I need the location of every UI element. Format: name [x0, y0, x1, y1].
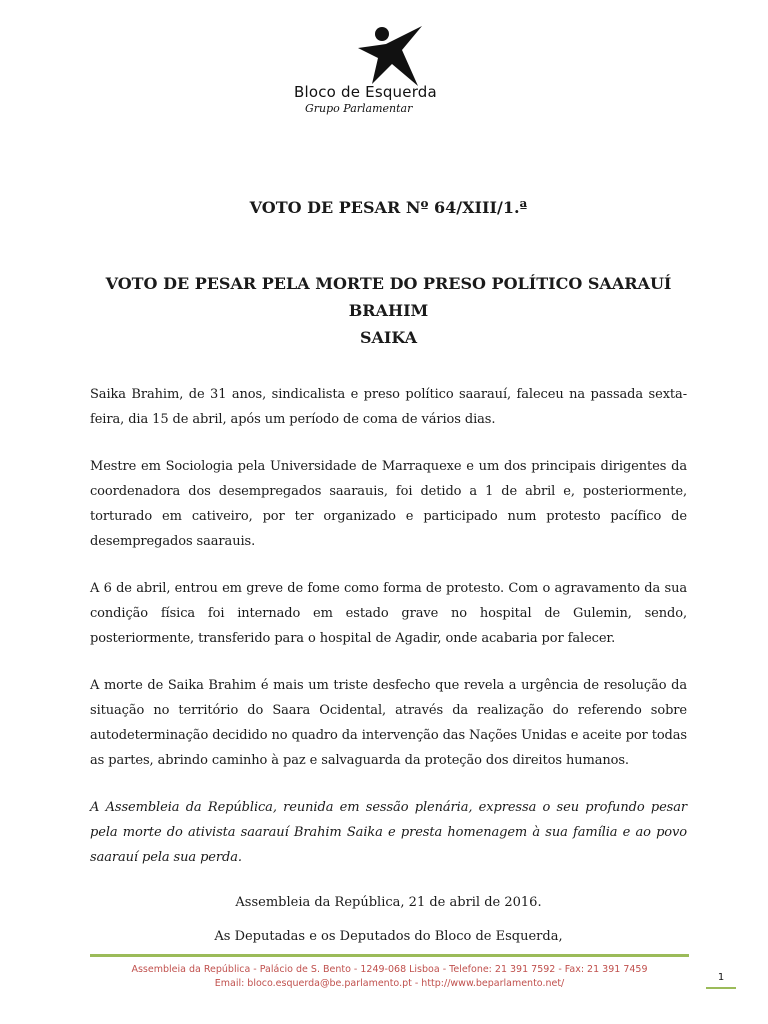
paragraph-3: A 6 de abril, entrou em greve de fome como forma de protesto. Com o agravamento da sua condição física foi internado em estado grave no hospital de Gulemin, sendo, posteriormente, transferido para o hospital de Agadir, onde acabaria por falecer.	[90, 581, 687, 646]
signature-line: As Deputadas e os Deputados do Bloco de Esquerda,	[214, 929, 563, 944]
subtitle-line-2: SAIKA	[359, 328, 418, 347]
place-date: Assembleia da República, 21 de abril de 2016.	[235, 895, 542, 910]
paragraph-2: Mestre em Sociologia pela Universidade de Marraquexe e um dos principais dirigentes da coordenadora dos desempregados saarauis, foi detido a 1 de abril e, posteriormente, torturado em cativeiro, por ter organizado e participado num protesto pacífico de desempregados saarauis.	[90, 459, 687, 549]
page-number: 1	[706, 972, 736, 989]
paragraph-4: A morte de Saika Brahim é mais um triste desfecho que revela a urgência de resolução da situação no território do Saara Ocidental, através da realização do referendo sobre autodeterminação decidido no quadro da intervenção das Nações Unidas e aceite por todas as partes, abrindo caminho à paz e salvaguarda da proteção dos direitos humanos.	[90, 678, 687, 768]
logo-subtitle: Grupo Parlamentar	[305, 102, 413, 115]
document-body	[90, 382, 687, 892]
logo-wordmark: Bloco de Esquerda	[294, 83, 437, 101]
subtitle-line-1: VOTO DE PESAR PELA MORTE DO PRESO POLÍTICO SAARAUÍ BRAHIM	[105, 274, 672, 320]
document-title: VOTO DE PESAR Nº 64/XIII/1.ª	[249, 198, 528, 217]
footer-address: Assembleia da República - Palácio de S. Bento - 1249-068 Lisboa - Telefone: 21 391 7592 - Fax: 21 391 7459	[131, 964, 648, 975]
star-figure-icon	[356, 24, 424, 88]
paragraph-1: Saika Brahim, de 31 anos, sindicalista e preso político saarauí, faleceu na passada sexta-feira, dia 15 de abril, após um período de coma de vários dias.	[90, 387, 687, 427]
document-subtitle	[90, 270, 687, 351]
resolution-paragraph: A Assembleia da República, reunida em sessão plenária, expressa o seu profundo pesar pela morte do ativista saarauí Brahim Saika e presta homenagem à sua família e ao povo saarauí pela sua perda.	[90, 800, 687, 865]
party-logo	[286, 20, 436, 130]
footer-divider	[90, 954, 689, 957]
footer-contact: Email: bloco.esquerda@be.parlamento.pt - http://www.beparlamento.net/	[214, 978, 565, 989]
